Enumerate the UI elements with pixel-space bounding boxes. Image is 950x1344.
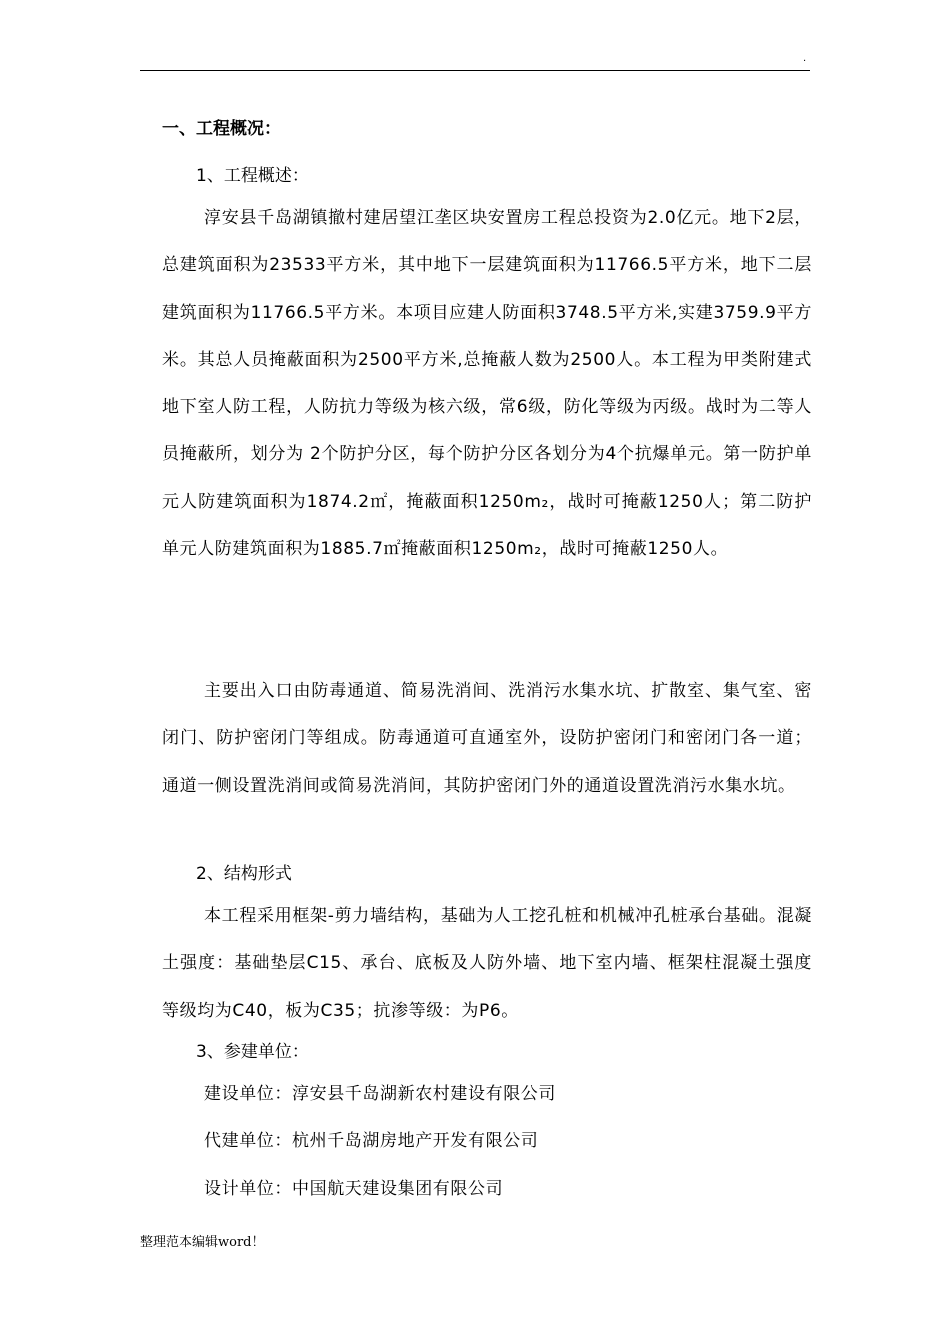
subsection-title-overview: 1、工程概述： (196, 166, 309, 186)
overview-paragraph: 淳安县千岛湖镇撤村建居望江垄区块安置房工程总投资为2.0亿元。地下2层，总建筑面积为23533平方米，其中地下一层建筑面积为11766.5平方米，地下二层建筑面积为11766.5平方米。本项目应建人防面积3748.5平方米,实建3759.9平方米。其总人员掩蔽面积为2500平方米,总掩蔽人数为2500人。本工程为甲类附建式地下室人防工程，人防抗力等级为核六级，常6级，防化等级为丙级。战时为二等人员掩蔽所，划分为 2个防护分区，每个防护分区各划分为4个抗爆单元。第一防护单元人防建筑面积为1874.2㎡，掩蔽面积1250m₂，战时可掩蔽1250人；第二防护单元人防建筑面积为1885.7㎡掩蔽面积1250m₂，战时可掩蔽1250人。 (162, 208, 812, 560)
structure-paragraph: 本工程采用框架-剪力墙结构，基础为人工挖孔桩和机械冲孔桩承台基础。混凝土强度：基础垫层C15、承台、底板及人防外墙、地下室内墙、框架柱混凝土强度等级均为C40，板为C35；抗渗等级：为P6。 (162, 906, 812, 1021)
units-list (162, 1071, 812, 1213)
unit-line-builder: 建设单位：淳安县千岛湖新农村建设有限公司 (204, 1084, 556, 1104)
unit-line-agent: 代建单位：杭州千岛湖房地产开发有限公司 (204, 1131, 539, 1152)
footer-text: 整理范本编辑word！ (140, 1235, 265, 1250)
entrance-paragraph: 主要出入口由防毒通道、简易洗消间、洗消污水集水坑、扩散室、集气室、密闭门、防护密闭门等组成。防毒通道可直通室外，设防护密闭门和密闭门各一道；通道一侧设置洗消间或简易洗消间，其防护密闭门外的通道设置洗消污水集水坑。 (162, 681, 812, 796)
header-mark: . (803, 53, 807, 64)
header-rule (140, 70, 810, 71)
subsection-title-structure: 2、结构形式 (196, 864, 292, 884)
section-title: 一、工程概况： (162, 119, 281, 139)
subsection-title-units: 3、参建单位： (196, 1042, 309, 1062)
unit-line-designer: 设计单位：中国航天建设集团有限公司 (204, 1178, 504, 1199)
document-body (162, 112, 812, 1213)
